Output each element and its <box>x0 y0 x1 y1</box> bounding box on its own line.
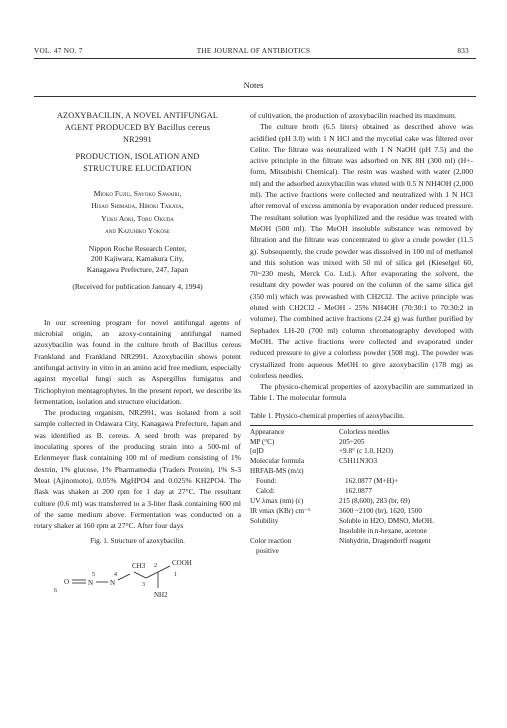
table-row <box>250 438 473 448</box>
table-cell-property: IR νmax (KBr) cm⁻¹ <box>250 506 311 515</box>
table-cell-property: Color reaction <box>250 536 292 545</box>
section-rule <box>34 96 476 97</box>
table-cell-value: Insoluble in n-hexane, acetone <box>339 526 427 535</box>
table-body <box>250 428 473 557</box>
table-caption: Table 1. Physico-chemical properties of azoxybacilin. <box>250 411 405 420</box>
table-row <box>250 447 473 457</box>
right-column <box>250 110 473 556</box>
table-cell-value: 205~205 <box>339 437 365 446</box>
position-label: 1 <box>174 571 177 578</box>
azoxybacilin-structure-diagram <box>34 550 241 606</box>
author-list <box>34 188 241 238</box>
position-label: 2 <box>154 562 157 569</box>
table-row <box>250 467 473 477</box>
table-row <box>250 507 473 517</box>
amino-label: NH2 <box>154 590 168 599</box>
table-cell-value: C5H11N3O3 <box>339 457 378 466</box>
table-row <box>250 537 473 547</box>
position-label: 6 <box>54 587 57 594</box>
body-paragraph: In our screening program for novel antifungal agents of microbial origin, an azoxy-containing antifungal named azoxybacilin was found in the culture broth of Bacillus cereus Frankland and Frankland NR2991. Azoxybacilin shows potent antifungal activity in vitro in an amino acid free medium, especially against mycelial fungi such as Aspergillus fumigatus and Trichophyton mentagrophytes. In the present report, we describe its fermentation, isolation and structure elucidation. <box>34 317 241 406</box>
affiliation-line: Kanagawa Prefecture, 247, Japan <box>86 264 189 274</box>
oxygen-label: O <box>64 577 70 586</box>
table-cell-property: Appearance <box>250 427 285 436</box>
header-journal: THE JOURNAL OF ANTIBIOTICS <box>196 47 311 55</box>
table-cell-property: Molecular formula <box>250 457 305 466</box>
nitrogen-label: N <box>110 578 116 587</box>
left-body <box>34 317 241 532</box>
table-cell-value: Soluble in H2O, DMSO, MeOH. <box>339 516 434 525</box>
nitrogen-label: N <box>88 578 94 587</box>
table-cell-property <box>250 527 339 537</box>
article-subtitle <box>34 151 241 175</box>
article-title <box>34 110 241 145</box>
table-row <box>250 547 473 557</box>
table-row <box>250 497 473 507</box>
received-date: (Received for publication January 4, 1994) <box>72 282 203 292</box>
title-line: AZOXYBACILIN, A NOVEL ANTIFUNGAL <box>56 111 219 120</box>
table-rule <box>250 425 473 426</box>
left-column <box>34 110 241 606</box>
table-cell-property: Found: <box>256 477 277 486</box>
table-cell-value: 3600 ~2100 (br), 1620, 1500 <box>339 506 422 515</box>
position-label: 4 <box>114 571 117 578</box>
table-cell-value: 215 (8,600), 283 (br, 69) <box>339 496 410 505</box>
table-row <box>250 477 473 487</box>
section-label: Notes <box>243 80 264 90</box>
table-row <box>250 527 473 537</box>
table-cell-property: MP (°C) <box>250 437 275 446</box>
table-row <box>250 457 473 467</box>
author-line: and Kazuhiko Yokose <box>105 226 170 236</box>
header-page-number: 833 <box>457 47 469 55</box>
title-line: AGENT PRODUCED BY Bacillus cereus <box>64 122 211 132</box>
table-cell-value: Colorless needles <box>339 427 390 436</box>
table-cell-value: 162.0877 (M+H)+ <box>345 477 399 486</box>
position-label: 3 <box>142 581 145 588</box>
table-cell-property: Calcd: <box>256 487 275 496</box>
figure-caption: Fig. 1. Structure of azoxybacilin. <box>90 537 185 546</box>
header-rule <box>34 58 476 59</box>
author-line: Yuko Aoki, Toru Okuda <box>101 213 174 223</box>
methyl-label: CH3 <box>132 561 146 570</box>
subtitle-line: PRODUCTION, ISOLATION AND <box>75 152 200 162</box>
position-label: 5 <box>92 571 95 578</box>
author-line: Hisao Shimada, Hiroki Takaya, <box>91 201 184 211</box>
body-paragraph: The culture broth (6.5 liters) obtained as described above was acidified (pH 3.0) with 1 N HCl and the mycelial cake was filtered over Celite. The filtrate was neutralized with 1 N NaOH (pH 7.5) and the active principle in the filtrate was adsorbed on NK 8H (300 ml) (H+-form, Mitsubishi Chemical). The resin was washed with water (2,000 ml) and the adsorbed azoxybacilin was eluted with 0.5 N NH4OH (2,000 ml). The active fractions were collected and neutralized with 1 N HCl after removal of excess ammonia by evaporation under reduced pressure. The resultant solution was lyophilized and the residue was treated with MeOH (500 ml). The MeOH insoluble substance was removed by filtration and the filtrate was concentrated to give a crude powder (11.5 g). Subsequently, the crude powder was dissolved in 100 ml of methanol and this solution was mixed with 50 ml of silica gel (Kieselgel 60, 70~230 mesh, Merck Co. Ltd.). After evaporating the solvent, the resultant dry powder was poured on the column of the same silica gel (350 ml) which was prewashed with CH2Cl2. The active principle was eluted with CH2Cl2 - MeOH - 25% NH4OH (70:30:1 to 70:30:2 in volume). The combined active fractions (2.24 g) was further purified by Sephadex LH-20 (700 ml) column chromatography developed with MeOH. The active fractions were collected and evaporated under reduced pressure to give a colorless powder (508 mg). The powder was crystallized from aqueous MeOH to give azoxybacilin (178 mg) as colorless needles. <box>250 122 473 380</box>
table-row <box>250 487 473 497</box>
subtitle-line: STRUCTURE ELUCIDATION <box>83 164 192 174</box>
table-cell-property: [α]D <box>250 447 264 456</box>
carboxyl-label: COOH <box>172 558 192 567</box>
table-cell-value: Ninhydrin, Dragendorff reagent <box>339 536 431 545</box>
properties-table <box>250 412 473 557</box>
table-row <box>250 517 473 527</box>
body-paragraph: of cultivation, the production of azoxybacilin reached its maximum. <box>250 111 457 120</box>
author-line: Mioko Fujiu, Sayoko Sawairi, <box>93 188 182 198</box>
affiliation-line: 200 Kajiwara, Kamakura City, <box>91 254 184 264</box>
table-cell-value: +9.8° (c 1.0, H2O) <box>339 447 394 456</box>
body-paragraph: The producing organism, NR2991, was isolated from a soil sample collected in Odawara City, Kanagawa Prefecture, Japan and was identified as B. cereus. A seed broth was prepared by inoculating spores of the producing strain into a 500-ml of Erlenmeyer flask containing 100 ml of medium consisting of 1% dextrin, 1% glucose, 1% Pharmamedia (Traders Protein), 1% S-3 Meat (Ajinomoto), 0.05% MgHPO4 and 0.025% KH2PO4. The flask was shaken at 200 rpm for 1 day at 27°C. The resultant culture (0.6 ml) was transferred to a 3-liter flask containing 600 ml of the same medium above. Fermentation was conducted on a rotary shaker at 160 rpm at 27°C. After four days <box>34 408 241 531</box>
affiliation-line: Nippon Roche Research Center, <box>88 243 187 253</box>
table-cell-property: HRFAB-MS (m/z) <box>250 467 304 476</box>
table-cell-property: UV λmax (nm) (ε) <box>250 496 304 505</box>
table-cell-property: positive <box>256 546 279 555</box>
title-line: NR2991 <box>123 134 152 144</box>
table-cell-property: Solubility <box>250 516 279 525</box>
table-row <box>250 428 473 438</box>
table-cell-value <box>345 547 473 557</box>
table-cell-value <box>339 467 473 477</box>
header-volume: VOL. 47 NO. 7 <box>34 47 83 55</box>
body-paragraph: The physico-chemical properties of azoxybacilin are summarized in Table 1. The molecular formula <box>250 382 473 403</box>
affiliation <box>34 244 241 276</box>
table-cell-value: 162.0877 <box>345 487 372 496</box>
